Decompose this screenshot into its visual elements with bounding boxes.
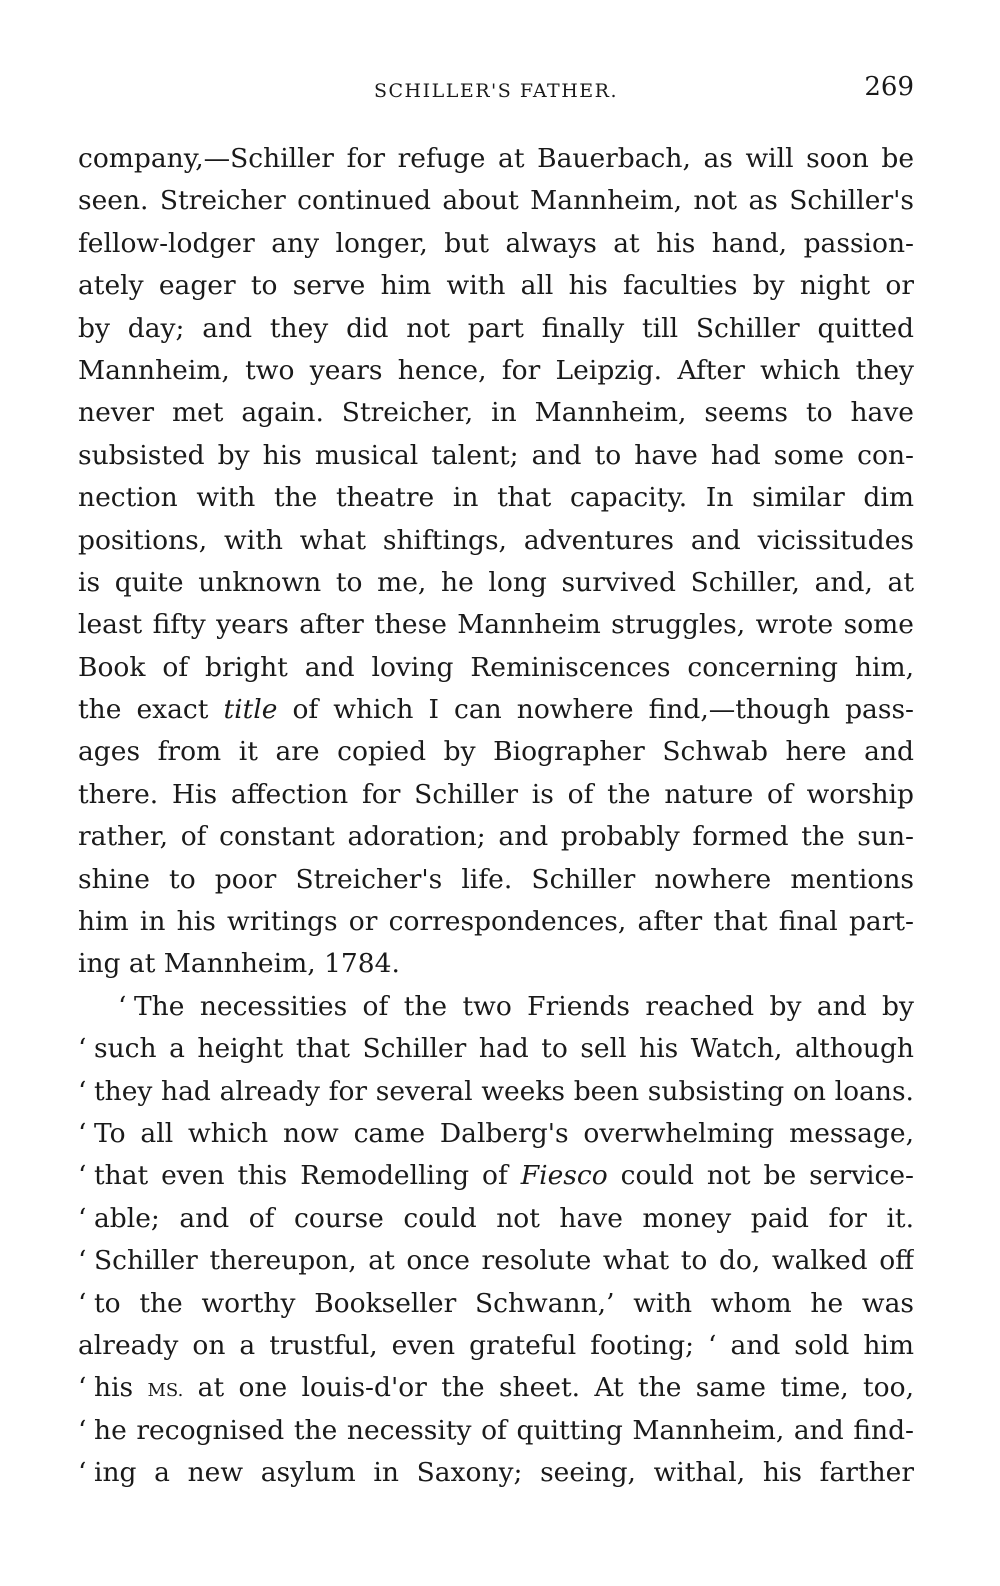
- smallcaps-abbrev: MS.: [147, 1380, 184, 1402]
- quote-line: [78, 1198, 914, 1240]
- text-line: [78, 689, 914, 731]
- quote-mark: ‘: [78, 1372, 87, 1404]
- quote-mark: ‘: [78, 1160, 87, 1192]
- text-line: nection with the theatre in that capacity. In similar dim: [78, 482, 914, 514]
- quote-line: [78, 986, 914, 1028]
- quote-mark: ‘: [78, 1414, 87, 1446]
- quote-mark: ‘: [78, 1245, 87, 1277]
- text-line: least fifty years after these Mannheim struggles, wrote some: [78, 609, 914, 641]
- text-line: him in his writings or correspondences, after that final part-: [78, 906, 914, 938]
- text-segment: The necessities of the two Friends reached by and by: [134, 990, 914, 1022]
- page-number: 269: [864, 72, 914, 102]
- text-line: there. His affection for Schiller is of the nature of worship: [78, 778, 914, 810]
- text-line: rather, of constant adoration; and probably formed the sun-: [78, 821, 914, 853]
- text-segment: they had already for several weeks been subsisting on loans.: [94, 1075, 914, 1107]
- quote-line: [78, 1028, 914, 1070]
- quote-mark: ‘: [78, 1033, 87, 1065]
- text-line: fellow-lodger any longer, but always at his hand, passion-: [78, 227, 914, 259]
- text-line: never met again. Streicher, in Mannheim, seems to have: [78, 397, 914, 429]
- quote-line: [78, 1367, 914, 1409]
- text-line: already on a trustful, even grateful footing; ‘ and sold him: [78, 1329, 914, 1361]
- quote-mark: ‘: [78, 1202, 87, 1234]
- text-line: by day; and they did not part finally till Schiller quitted: [78, 312, 914, 344]
- quote-mark: ‘: [78, 1457, 87, 1489]
- quote-line: [78, 1071, 914, 1113]
- quote-line: [78, 1113, 914, 1155]
- text-segment: of which I can nowhere find,—though pass-: [277, 694, 914, 726]
- text-segment: to the worthy Bookseller Schwann,’ with whom he was: [94, 1287, 914, 1319]
- text-line: Book of bright and loving Reminiscences concerning him,: [78, 651, 914, 683]
- text-line: shine to poor Streicher's life. Schiller nowhere mentions: [78, 863, 914, 895]
- quote-line: [78, 1240, 914, 1282]
- running-title: SCHILLER'S FATHER.: [374, 80, 618, 102]
- text-line: ately eager to serve him with all his faculties by night or: [78, 270, 914, 302]
- quote-line: [78, 1410, 914, 1452]
- quote-line: [78, 1155, 914, 1197]
- text-segment: To all which now came Dalberg's overwhelming message,: [94, 1117, 914, 1149]
- text-segment: able; and of course could not have money paid for it.: [94, 1202, 914, 1234]
- text-line: ing at Mannheim, 1784.: [78, 948, 400, 980]
- text-line: is quite unknown to me, he long survived Schiller, and, at: [78, 566, 914, 598]
- text-segment: at one louis-d'or the sheet. At the same time, too,: [183, 1372, 914, 1404]
- text-segment: Schiller thereupon, at once resolute what to do, walked off: [94, 1245, 914, 1277]
- italic-title-word: title: [223, 694, 278, 726]
- body-text: [78, 138, 914, 1495]
- text-segment: that even this Remodelling of: [94, 1160, 521, 1192]
- running-head: [78, 72, 914, 110]
- text-line: positions, with what shiftings, adventures and vicissitudes: [78, 524, 914, 556]
- text-line: ages from it are copied by Biographer Schwab here and: [78, 736, 914, 768]
- text-segment: such a height that Schiller had to sell his Watch, although: [94, 1033, 914, 1065]
- quote-line: [78, 1283, 914, 1325]
- text-line: subsisted by his musical talent; and to have had some con-: [78, 439, 914, 471]
- text-line: Mannheim, two years hence, for Leipzig. After which they: [78, 354, 914, 386]
- text-segment: his: [94, 1372, 148, 1404]
- text-line: company,—Schiller for refuge at Bauerbach, as will soon be: [78, 143, 914, 174]
- quote-mark: ‘: [78, 1117, 87, 1149]
- text-segment: he recognised the necessity of quitting Mannheim, and find-: [94, 1414, 914, 1446]
- quote-mark: ‘: [118, 990, 127, 1022]
- text-segment: ing a new asylum in Saxony; seeing, withal, his farther: [94, 1457, 914, 1489]
- italic-title-word: Fiesco: [520, 1160, 608, 1192]
- text-segment: the exact: [78, 694, 224, 726]
- text-segment: could not be service-: [607, 1160, 914, 1192]
- quote-mark: ‘: [78, 1287, 87, 1319]
- quote-mark: ‘: [78, 1075, 87, 1107]
- quote-line: [78, 1452, 914, 1494]
- text-line: seen. Streicher continued about Mannheim, not as Schiller's: [78, 185, 914, 217]
